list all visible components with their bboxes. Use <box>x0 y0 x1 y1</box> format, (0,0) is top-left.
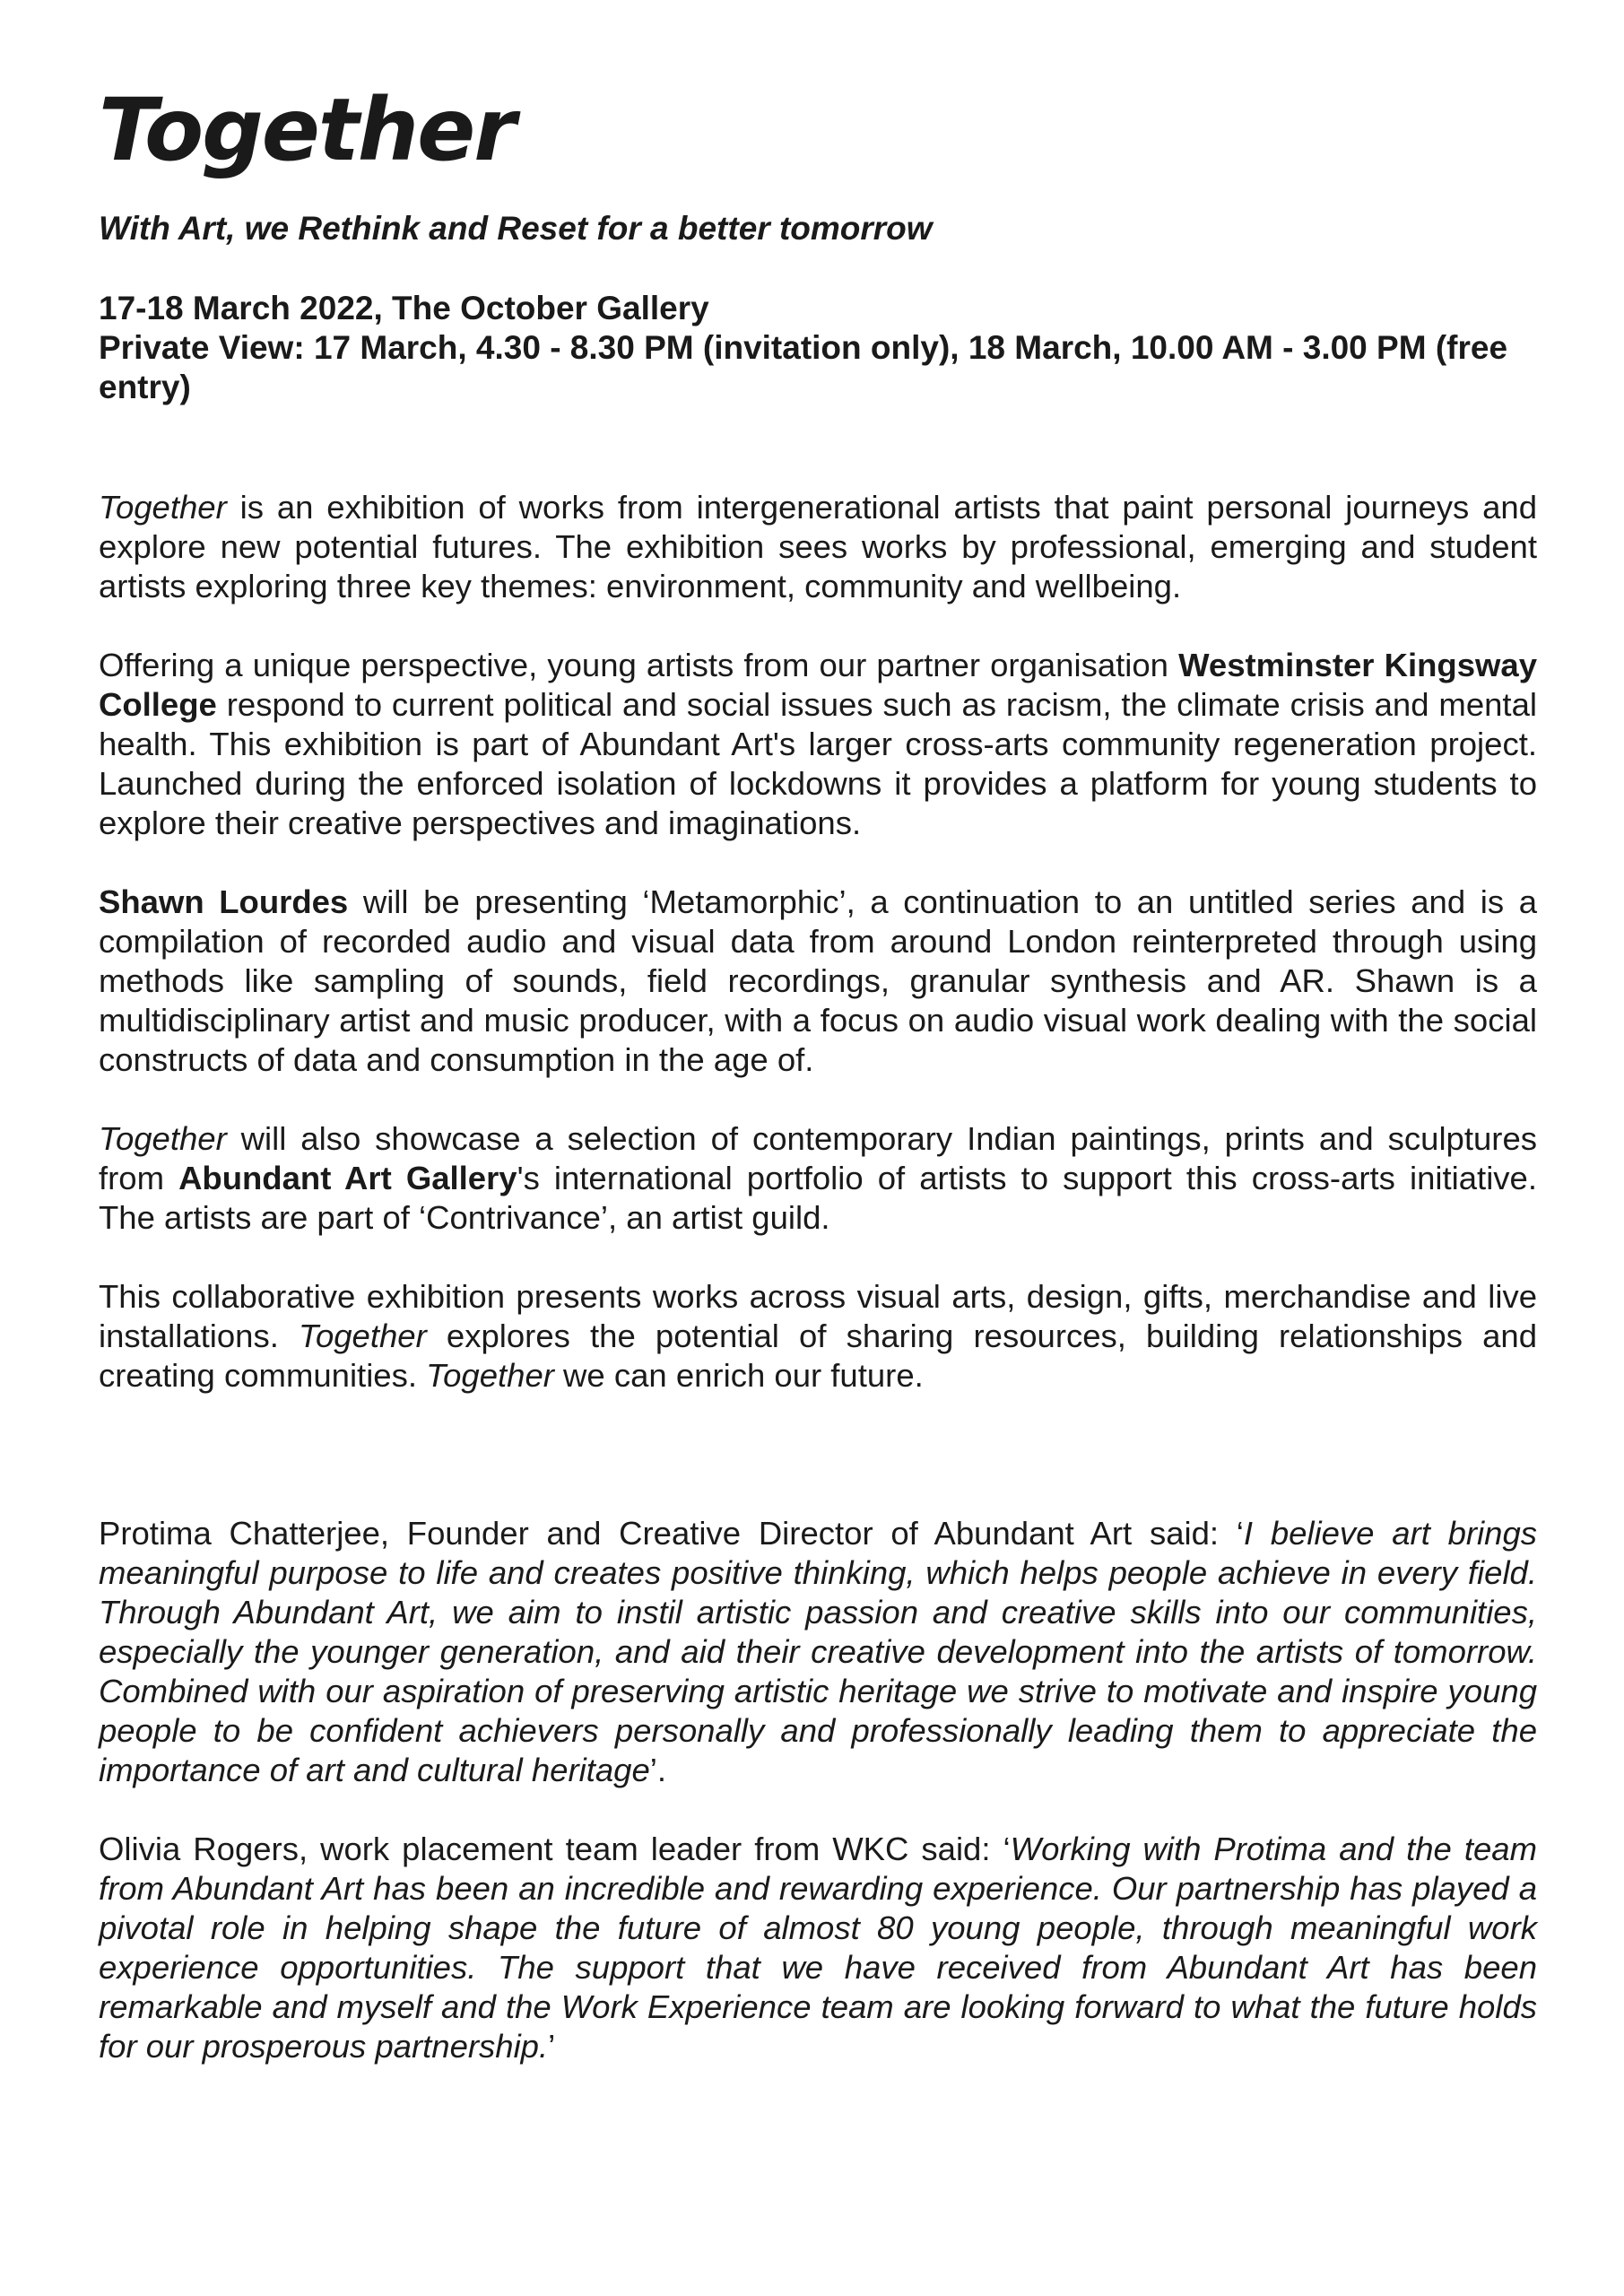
founder-quote <box>99 1514 1537 1790</box>
intro-paragraph-text: is an exhibition of works from intergenerational artists that paint personal journeys and explore new potential futures. The exhibition sees works by professional, emerging and student artists exploring three key themes: environment, community and wellbeing. <box>99 489 1537 604</box>
artist-paragraph-text: will be presenting ‘Metamorphic’, a continuation to an untitled series and is a compilation of recorded audio and visual data from around London reinterpreted through using methods like sampling of sounds, field recordings, granular synthesis and AR. Shawn is a multidisciplinary artist and music producer, with a focus on audio visual work dealing with the social constructs of data and consumption in the age of. <box>99 883 1537 1078</box>
gallery-name: Abundant Art Gallery <box>178 1160 517 1196</box>
tagline: With Art, we Rethink and Reset for a better tomorrow <box>99 210 933 247</box>
partner-paragraph <box>99 646 1537 843</box>
exhibition-name: Together <box>426 1357 554 1394</box>
page-title: Together <box>99 80 515 180</box>
exhibition-name: Together <box>299 1318 427 1354</box>
college-name: Westminster Kingsway College <box>99 647 1538 723</box>
collaboration-text-2: explores the potential of sharing resources, building relationships and creating communities. <box>99 1318 1537 1394</box>
wkc-quote-speaker: Olivia Rogers, work placement team leader from WKC said: ‘ <box>99 1831 1011 1867</box>
showcase-text-1: will also showcase a selection of contemporary Indian paintings, prints and sculptures from <box>99 1120 1537 1196</box>
partner-intro-text: Offering a unique perspective, young artists from our partner organisation <box>99 647 1179 683</box>
exhibition-name: Together <box>99 489 227 526</box>
founder-quote-text: I believe art brings meaningful purpose to life and creates positive thinking, which helps people achieve in every field. Through Abundant Art, we aim to instil artistic passion and creative skills into our communities, especially the younger generation, and aid their creative development into the artists of tomorrow. Combined with our aspiration of preserving artistic heritage we strive to motivate and inspire young people to be confident achievers personally and professionally leading them to appreciate the importance of art and cultural heritage <box>99 1515 1537 1788</box>
artist-name: Shawn Lourdes <box>99 883 349 920</box>
showcase-paragraph <box>99 1119 1537 1238</box>
collaboration-text-1: This collaborative exhibition presents works across visual arts, design, gifts, merchandise and live installations. <box>99 1278 1537 1354</box>
exhibition-name: Together <box>99 1120 227 1157</box>
founder-quote-speaker: Protima Chatterjee, Founder and Creative Director of Abundant Art said: ‘ <box>99 1515 1244 1552</box>
wkc-quote-text: Working with Protima and the team from Abundant Art has been an incredible and rewarding experience. Our partnership has played a pivotal role in helping shape the future of almost 80 young people, through meaningful work experience opportunities. The support that we have received from Abundant Art has been remarkable and myself and the Work Experience team are looking forward to what the future holds for our prosperous partnership. <box>99 1831 1537 2065</box>
wkc-quote-closing: ’ <box>548 2028 556 2065</box>
collaboration-paragraph <box>99 1277 1537 1396</box>
showcase-text-2: 's international portfolio of artists to support this cross-arts initiative. The artists are part of ‘Contrivance’, an artist guild. <box>99 1160 1537 1236</box>
event-details <box>99 289 1537 407</box>
wkc-quote <box>99 1830 1537 2066</box>
collaboration-text-3: we can enrich our future. <box>553 1357 924 1394</box>
partner-paragraph-text: respond to current political and social issues such as racism, the climate crisis and mental health. This exhibition is part of Abundant Art's larger cross-arts community regeneration project. Launched during the enforced isolation of lockdowns it provides a platform for young students to explore their creative perspectives and imaginations. <box>99 686 1537 841</box>
event-date-venue: 17-18 March 2022, The October Gallery <box>99 290 709 326</box>
intro-paragraph <box>99 488 1537 606</box>
artist-paragraph <box>99 883 1537 1080</box>
event-times: Private View: 17 March, 4.30 - 8.30 PM (invitation only), 18 March, 10.00 AM - 3.00 PM (free entry) <box>99 329 1508 405</box>
founder-quote-closing: ’. <box>649 1752 667 1788</box>
quotes-section <box>99 1514 1537 2066</box>
press-release-page <box>99 81 1537 2066</box>
